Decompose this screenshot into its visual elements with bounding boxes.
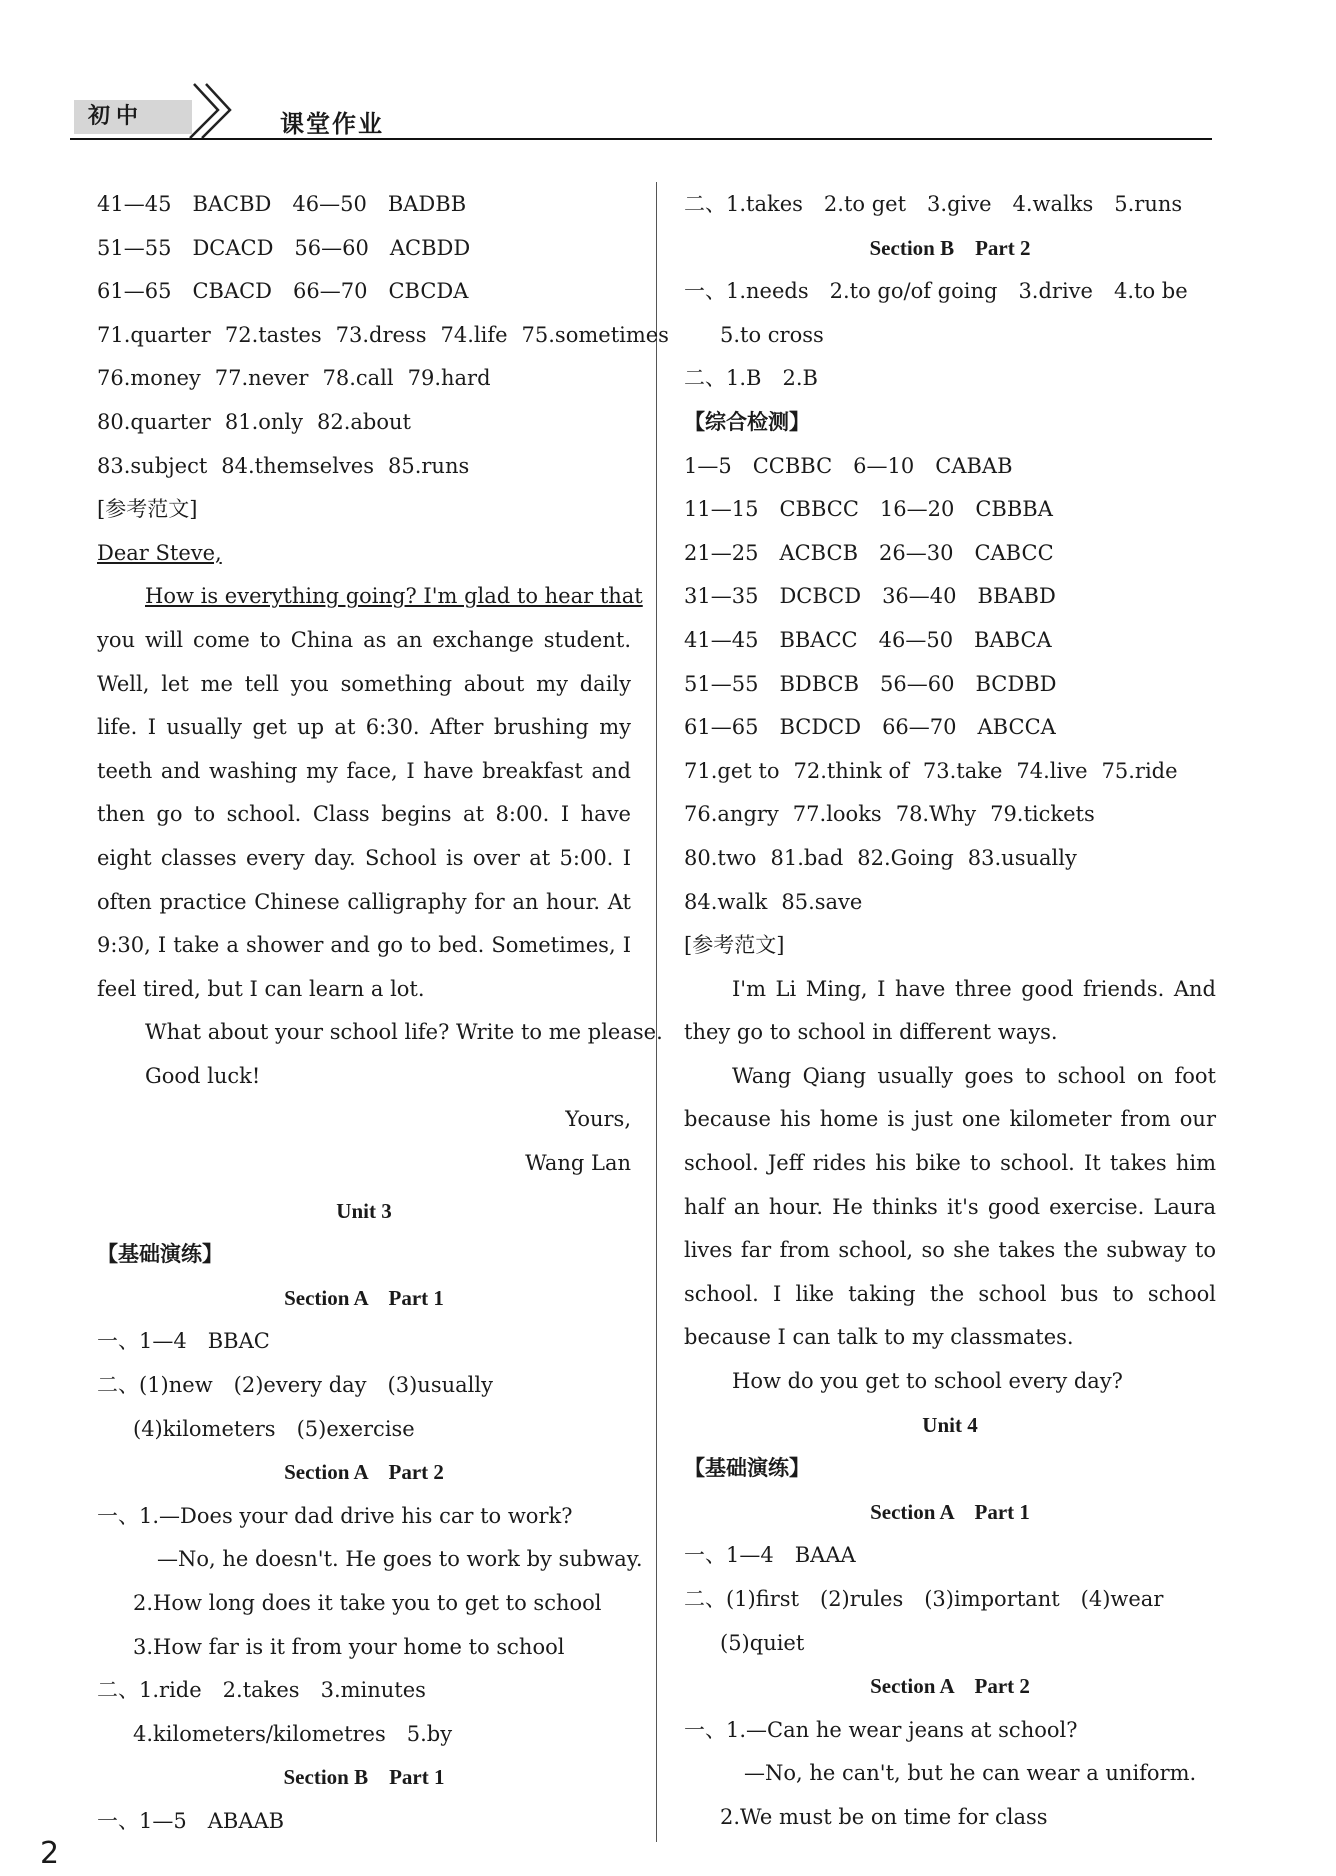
page-number: 2 — [40, 1836, 60, 1871]
unit-heading: Unit 4 — [922, 1412, 978, 1437]
answer-line: 一、1.—Does your dad drive his car to work? — [97, 1503, 573, 1528]
section-heading: Section A Part 1 — [284, 1285, 444, 1310]
answer-line: 51—55 BDBCB 56—60 BCDBD — [684, 671, 1057, 696]
answer-line: 41—45 BACBD 46—50 BADBB — [97, 192, 467, 216]
section-heading: Section A Part 2 — [284, 1460, 444, 1485]
word-answer: 78.Why — [895, 802, 977, 827]
essay-paragraph: How do you get to school every day? — [732, 1369, 1123, 1394]
word-answer: 85.runs — [387, 453, 470, 478]
word-answer: 82.about — [317, 409, 411, 434]
essay-paragraph: Good luck! — [145, 1063, 261, 1088]
section-heading: Section B Part 2 — [869, 235, 1031, 260]
word-answer: 72.tastes — [224, 322, 322, 347]
essay-label: [参考范文] — [684, 933, 785, 958]
section-heading: Section A Part 1 — [870, 1499, 1030, 1524]
answer-line: 一、1—4 BAAA — [684, 1543, 856, 1568]
section-heading: Section A Part 2 — [870, 1674, 1030, 1699]
answer-line: 61—65 BCDCD 66—70 ABCCA — [684, 715, 1056, 740]
word-answer: 79.hard — [407, 366, 491, 391]
letter-signature: Wang Lan — [525, 1151, 631, 1176]
answer-line: 11—15 CBBCC 16—20 CBBBA — [684, 497, 1053, 522]
word-answer: 76.angry — [684, 802, 779, 827]
answer-line: 二、(1)first (2)rules (3)important (4)wear — [684, 1587, 1164, 1611]
left-column — [97, 183, 669, 1844]
answer-line: 21—25 ACBCB 26—30 CABCC — [684, 540, 1054, 565]
letter-greeting: Dear Steve, — [97, 540, 222, 565]
essay-paragraph: What about your school life? Write to me please. — [145, 1020, 663, 1045]
answer-line: 5.to cross — [720, 322, 824, 347]
answer-line: 2.We must be on time for class — [720, 1804, 1048, 1829]
section-label: 【基础演练】 — [97, 1242, 223, 1267]
word-answer: 73.take — [922, 758, 1003, 783]
word-answer-line — [97, 445, 631, 489]
word-answer-line — [97, 401, 631, 445]
word-answer: 85.save — [781, 889, 863, 914]
answer-line: 61—65 CBACD 66—70 CBCDA — [97, 279, 469, 304]
answer-line: —No, he doesn't. He goes to work by subway. — [157, 1547, 643, 1572]
word-answer: 71.get to — [684, 758, 780, 783]
word-answer: 73.dress — [335, 322, 427, 347]
answer-line: 1—5 CCBBC 6—10 CABAB — [684, 453, 1013, 478]
answer-line: 2.How long does it take you to get to school — [133, 1591, 602, 1615]
word-answer: 75.sometimes — [521, 322, 669, 347]
section-heading: Section B Part 1 — [283, 1765, 445, 1790]
word-answer: 76.money — [97, 366, 201, 391]
word-answer: 80.quarter — [97, 409, 211, 434]
word-answer: 81.only — [224, 409, 303, 434]
answer-line: (5)quiet — [720, 1630, 805, 1655]
answer-line: 3.How far is it from your home to school — [133, 1634, 565, 1659]
word-answer: 79.tickets — [990, 802, 1095, 827]
answer-line: 一、1.needs 2.to go/of going 3.drive 4.to be — [684, 279, 1188, 304]
essay-first-line: How is everything going? I'm glad to hear that — [145, 584, 643, 609]
section-label: 【基础演练】 — [684, 1456, 810, 1481]
unit-heading: Unit 3 — [336, 1198, 392, 1223]
answer-line: (4)kilometers (5)exercise — [133, 1416, 415, 1441]
word-answer: 72.think of — [793, 758, 909, 783]
word-answer-line — [684, 837, 1216, 881]
answer-line: 4.kilometers/kilometres 5.by — [133, 1721, 453, 1746]
answer-line: 二、1.ride 2.takes 3.minutes — [97, 1678, 426, 1703]
chevron-icon — [150, 80, 270, 138]
word-answer-line — [684, 881, 1216, 925]
answer-line: 一、1.—Can he wear jeans at school? — [684, 1717, 1078, 1742]
essay-label: [参考范文] — [97, 497, 198, 522]
answer-line: 41—45 BBACC 46—50 BABCA — [684, 627, 1052, 652]
word-answer: 77.never — [214, 366, 309, 391]
word-answer-line — [684, 793, 1216, 837]
answer-line: 二、(1)new (2)every day (3)usually — [97, 1373, 493, 1398]
essay-paragraph: Wang Qiang usually goes to school on foot because his home is just one kilometer from our school. Jeff rides his bike to school. It takes him half an hour. He thinks it's good exercise. Laura lives far from school, so she takes the subway to school. I like taking the school bus to school because I can talk to my classmates. — [684, 1063, 1216, 1350]
word-answer: 83.subject — [97, 453, 208, 478]
book-title: 课堂作业 — [280, 110, 384, 138]
word-answer-line — [97, 314, 669, 358]
answer-line: —No, he can't, but he can wear a uniform. — [744, 1761, 1197, 1786]
answer-line: 31—35 DCBCD 36—40 BBABD — [684, 584, 1056, 609]
answer-line: 一、1—4 BBAC — [97, 1329, 270, 1354]
answer-line: 二、1.B 2.B — [684, 366, 818, 391]
word-answer: 71.quarter — [97, 322, 211, 347]
answer-line: 二、1.takes 2.to get 3.give 4.walks 5.runs — [684, 192, 1183, 216]
letter-closing: Yours, — [565, 1107, 631, 1132]
word-answer: 81.bad — [770, 845, 844, 870]
word-answer: 78.call — [322, 366, 394, 391]
essay-paragraph: I'm Li Ming, I have three good friends. And they go to school in different ways. — [684, 976, 1216, 1045]
word-answer: 84.themselves — [221, 453, 374, 478]
page-header — [70, 76, 1212, 140]
word-answer: 74.life — [440, 322, 508, 347]
word-answer-line — [97, 357, 631, 401]
section-label: 【综合检测】 — [684, 409, 810, 434]
header-rule — [70, 138, 1212, 140]
word-answer: 84.walk — [684, 889, 768, 914]
essay-body: you will come to China as an exchange student. Well, let me tell you something about my daily life. I usually get up at 6:30. After brushing my teeth and washing my face, I have breakfast and then go to school. Class begins at 8:00. I have eight classes every day. School is over at 5:00. I often practice Chinese calligraphy for an hour. At 9:30, I take a shower and go to bed. Sometimes, I feel tired, but I can learn a lot. — [97, 627, 631, 1001]
word-answer: 77.looks — [792, 802, 882, 827]
word-answer: 75.ride — [1101, 758, 1178, 783]
answer-line: 51—55 DCACD 56—60 ACBDD — [97, 235, 471, 260]
word-answer: 74.live — [1016, 758, 1088, 783]
answer-line: 一、1—5 ABAAB — [97, 1808, 285, 1833]
word-answer: 82.Going — [857, 845, 954, 870]
series-label: 初中 — [74, 100, 192, 134]
right-column — [684, 183, 1216, 1840]
word-answer: 83.usually — [967, 845, 1077, 870]
word-answer-line — [684, 750, 1216, 794]
word-answer: 80.two — [684, 845, 757, 870]
